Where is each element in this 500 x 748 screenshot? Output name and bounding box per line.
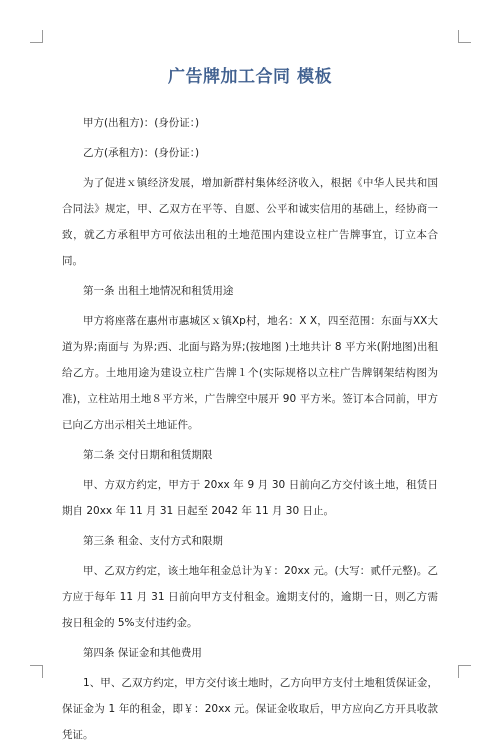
party-a-line: 甲方(出租方)：(身份证：) (83, 117, 200, 129)
party-b-line: 乙方(承租方)：(身份证：) (83, 147, 200, 159)
document-title: 广告牌加工合同 模板 (168, 67, 332, 87)
article-2-heading: 第二条 交付日期和租赁期限 (83, 449, 213, 461)
crop-mark-top-left (30, 30, 43, 43)
crop-mark-top-right (458, 30, 471, 43)
article-4-item-1: 1、甲、乙双方约定，甲方交付该土地时，乙方向甲方支付土地租赁保证金，保证金为 1 年的租金，即￥：20xx 元。保证金收取后，甲方应向乙方开具收款凭证。 (62, 677, 438, 741)
article-1-body: 甲方将座落在惠州市惠城区ｘ镇Xp村，地名：X X，四至范围：东面与XX大道为界;南面与 为界;西、北面与路为界;(按地图 )土地共计 8 平方米(附地图)出租给乙方。土地用途为建设立柱广告牌１个(实际规格以立柱广告牌钢架结构图为准)，立柱站用土地８平方米，广告牌空中展开 90 平方米。签订本合同前，甲方已向乙方出示相关土地证件。 (62, 315, 438, 431)
article-3-heading: 第三条 租金、支付方式和限期 (83, 535, 223, 547)
article-1-heading: 第一条 出租土地情况和租赁用途 (83, 285, 234, 297)
article-2-body: 甲、方双方约定，甲方于 20xx 年 9 月 30 日前向乙方交付该土地，租赁日期自 20xx 年 11 月 31 日起至 2042 年 11 月 30 日止。 (62, 479, 438, 517)
crop-mark-bottom-right (458, 665, 471, 678)
document-body (62, 110, 438, 748)
article-3-body: 甲、乙双方约定，该土地年租金总计为￥：20xx 元。(大写：贰仟元整)。乙方应于每年 11 月 31 日前向甲方支付租金。逾期支付的，逾期一日，则乙方需按日租金的 5%支付违约金。 (62, 565, 438, 629)
preamble-paragraph: 为了促进ｘ镇经济发展，增加新群村集体经济收入，根据《中华人民共和国合同法》规定，甲、乙双方在平等、自愿、公平和诚实信用的基础上，经协商一致，就乙方承租甲方可依法出租的土地范围内建设立柱广告牌事宜，订立本合同。 (62, 177, 438, 267)
crop-mark-bottom-left (30, 665, 43, 678)
article-4-heading: 第四条 保证金和其他费用 (83, 647, 202, 659)
